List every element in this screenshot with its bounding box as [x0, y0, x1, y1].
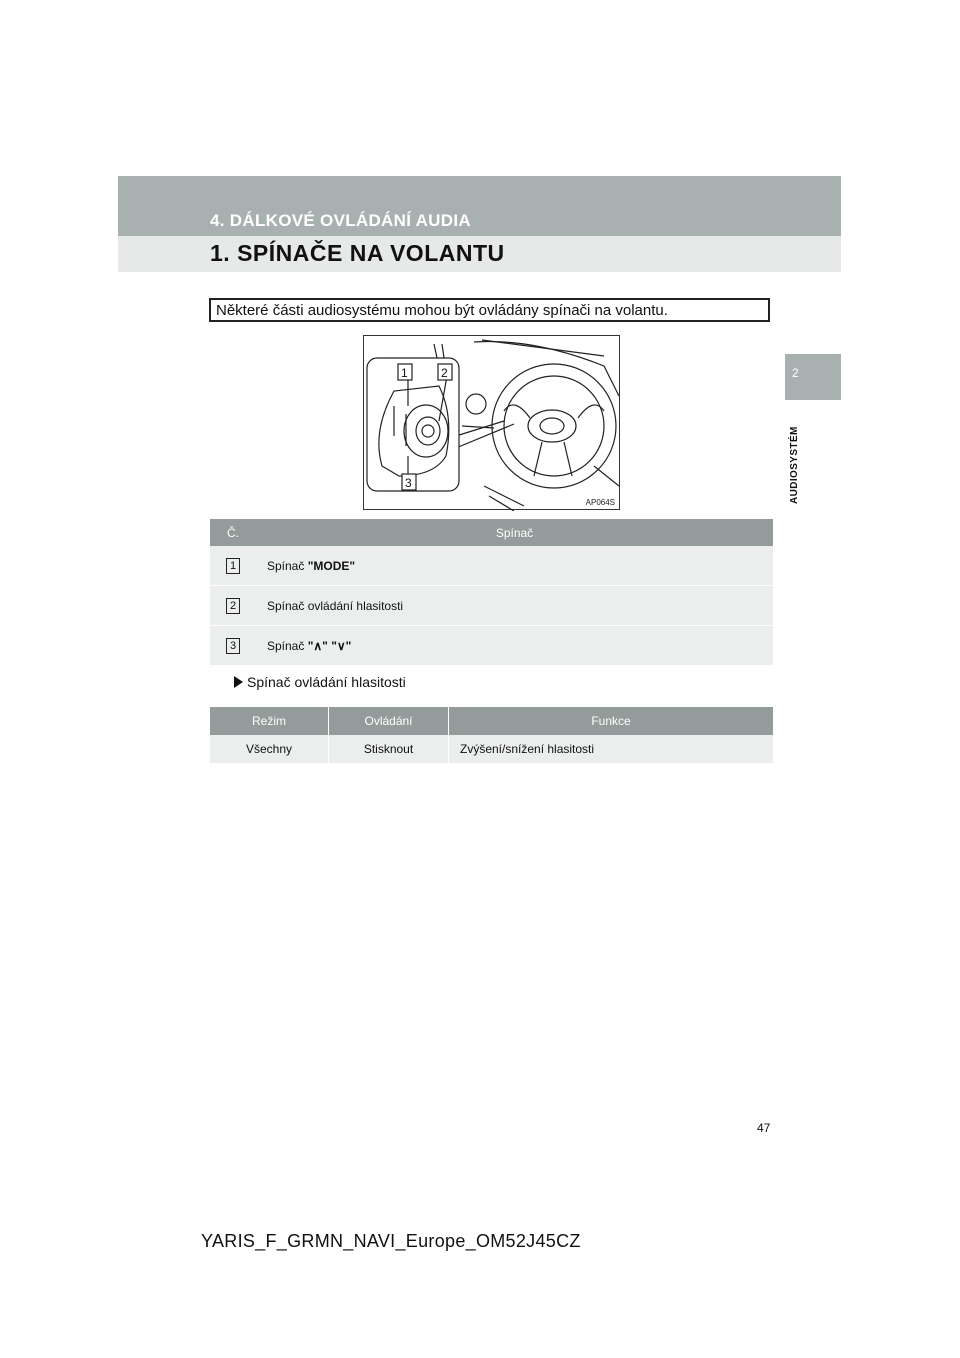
steering-wheel-illustration-icon: [364, 336, 621, 511]
page-number: 47: [757, 1121, 771, 1135]
header-switch: Spínač: [495, 525, 534, 540]
row-label: Spínač: [267, 638, 308, 653]
header-mode: Režim: [251, 714, 286, 728]
side-tab-label-wrapper: [789, 408, 809, 508]
row-number: 3: [226, 638, 240, 654]
table-row: [210, 626, 773, 666]
row-emphasis: "MODE": [307, 558, 356, 573]
table-row: [210, 546, 773, 586]
volume-section-heading: [234, 674, 406, 690]
cell-mode: Všechny: [245, 742, 293, 756]
switch-table-header: [210, 519, 773, 546]
header-operation: Ovládání: [328, 707, 448, 735]
row-emphasis: "∧" "∨": [307, 638, 352, 653]
chapter-label: 4. DÁLKOVÉ OVLÁDÁNÍ AUDIA: [210, 211, 471, 230]
volume-section-text: Spínač ovládání hlasitosti: [247, 674, 406, 690]
row-number: 2: [226, 598, 240, 614]
function-table: [210, 707, 773, 764]
triangle-bullet-icon: [234, 676, 243, 688]
row-label: Spínač: [267, 558, 308, 573]
switch-table: [210, 519, 773, 666]
callout-3: 3: [405, 476, 412, 490]
table-row: [210, 586, 773, 626]
callout-2: 2: [441, 366, 448, 380]
row-number: 1: [226, 558, 240, 574]
table-row: [210, 735, 773, 764]
cell-function: Zvýšení/snížení hlasitosti: [448, 735, 773, 763]
side-tab-label: AUDIOSYSTÉM: [789, 426, 800, 504]
figure-code: AP064S: [585, 498, 615, 507]
header-number: Č.: [227, 525, 239, 540]
side-tab-number: 2: [792, 366, 799, 380]
header-function: Funkce: [448, 707, 773, 735]
function-table-header: [210, 707, 773, 735]
intro-box: Některé části audiosystému mohou být ovládány spínači na volantu.: [209, 298, 770, 322]
callout-1: 1: [401, 366, 408, 380]
steering-wheel-figure: [363, 335, 620, 510]
cell-operation: Stisknout: [328, 735, 448, 763]
document-code: YARIS_F_GRMN_NAVI_Europe_OM52J45CZ: [201, 1231, 581, 1251]
row-label: Spínač ovládání hlasitosti: [267, 598, 404, 613]
section-title: 1. SPÍNAČE NA VOLANTU: [210, 240, 505, 266]
